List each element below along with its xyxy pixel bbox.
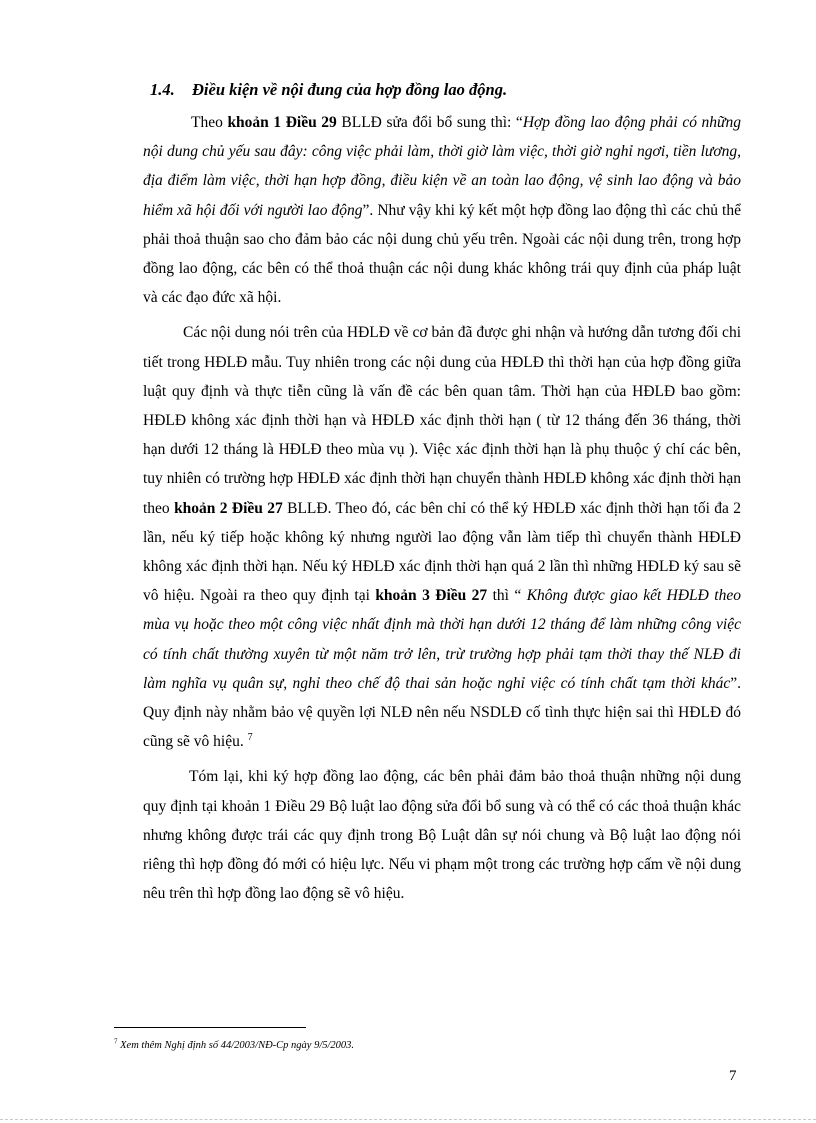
page-boundary — [0, 1119, 816, 1120]
footnote-text: Xem thêm Nghị định số 44/2003/NĐ-Cp ngày 9/5/2003. — [117, 1040, 355, 1051]
paragraph-3: Tóm lại, khi ký hợp đồng lao động, các bên phải đảm bảo thoả thuận những nội dung quy định tại khoản 1 Điều 29 Bộ luật lao động sửa đổi bổ sung và có thể có các thoả thuận khác nhưng không được trái các quy định trong Bộ Luật dân sự nói chung và Bộ luật lao động nói riêng thì hợp đồng đó mới có hiệu lực. Nếu vi phạm một trong các trường hợp cấm về nội dung nêu trên thì hợp đồng lao động sẽ vô hiệu. — [143, 768, 741, 903]
paragraph-2: Các nội dung nói trên của HĐLĐ về cơ bản đã được ghi nhận và hướng dẫn tương đối chi tiết trong HĐLĐ mẫu. Tuy nhiên trong các nội dung của HĐLĐ thì thời hạn của hợp đồng giữa luật quy định và thực tiễn cũng là vấn đề các bên quan tâm. Thời hạn của HĐLĐ bao gồm: HĐLĐ không xác định thời hạn và HĐLĐ xác định thời hạn ( từ 12 tháng đến 36 tháng, thời hạn dưới 12 tháng là HĐLĐ theo mùa vụ ). Việc xác định thời hạn là phụ thuộc ý chí các bên, tuy nhiên có trường hợp HĐLĐ xác định thời hạn chuyển thành HĐLĐ không xác định thời hạn theo khoản 2 Điều 27 BLLĐ. Theo đó, các bên chỉ có thể ký HĐLĐ xác định thời hạn tối đa 2 lần, nếu ký tiếp hoặc không ký nhưng người lao động vẫn làm tiếp thì chuyển thành HĐLĐ không xác định thời hạn. Nếu ký HĐLĐ xác định thời hạn quá 2 lần thì những HĐLĐ ký sau sẽ vô hiệu. Ngoài ra theo quy định tại khoản 3 Điều 27 thì “ Không được giao kết HĐLĐ theo mùa vụ hoặc theo một công việc nhất định mà thời hạn dưới 12 tháng để làm những công việc có tính chất thường xuyên từ một năm trở lên, trừ trường hợp phải tạm thời thay thế NLĐ đi làm nghĩa vụ quân sự, nghỉ theo chế độ thai sản hoặc nghỉ việc có tính chất tạm thời khác”. Quy định này nhằm bảo vệ quyền lợi NLĐ nên nếu NSDLĐ cố tình thực hiện sai thì HĐLĐ đó cũng sẽ vô hiệu. $^7$ — [143, 324, 742, 751]
body-text — [143, 108, 741, 914]
page-number: 7 — [729, 1068, 737, 1084]
footnote — [114, 1037, 355, 1051]
law-reference: khoản 1 Điều 29 — [227, 114, 337, 131]
footnote-mark: 7 — [114, 1037, 118, 1046]
section-title: Điều kiện về nội đung của hợp đồng lao động. — [192, 80, 508, 99]
footnote-reference[interactable]: 7 — [247, 732, 253, 744]
paragraph-1: Theo khoản 1 Điều 29 BLLĐ sửa đổi bổ sung thì: “Hợp đồng lao động phải có những nội dung chủ yếu sau đây: công việc phải làm, thời giờ làm việc, thời giờ nghỉ ngơi, tiền lương, địa điểm làm việc, thời hạn hợp đồng, điều kiện về an toàn lao động, vệ sinh lao động và bảo hiểm xã hội đối với người lao động”. Như vậy khi ký kết một hợp đồng lao động thì các chủ thể phải thoả thuận sao cho đảm bảo các nội dung chủ yếu trên. Ngoài các nội dung trên, trong hợp đồng lao động, các bên có thể thoả thuận các nội dung khác không trái quy định của pháp luật và các đạo đức xã hội. — [143, 114, 741, 307]
law-reference: khoản 2 Điều 27 — [174, 499, 283, 517]
footnote-separator — [114, 1027, 306, 1028]
quoted-law-text: Hợp đồng lao động phải có những nội dung chủ yếu sau đây: công việc phải làm, thời giờ làm việc, thời giờ nghỉ ngơi, tiền lương, địa điểm làm việc, thời hạn hợp đồng, điều kiện về an toàn lao động, vệ sinh lao động và bảo hiểm xã hội đối với người lao động — [143, 114, 741, 219]
section-number: 1.4. — [150, 80, 175, 99]
law-reference: khoản 3 Điều 27 — [375, 587, 488, 605]
section-heading — [150, 80, 507, 100]
quoted-law-text: Không được giao kết HĐLĐ theo mùa vụ hoặc theo một công việc nhất định mà thời hạn dưới 12 tháng để làm những công việc có tính chất thường xuyên từ một năm trở lên, trừ trường hợp phải tạm thời thay thế NLĐ đi làm nghĩa vụ quân sự, nghỉ theo chế độ thai sản hoặc nghỉ việc có tính chất tạm thời khác — [143, 587, 741, 692]
